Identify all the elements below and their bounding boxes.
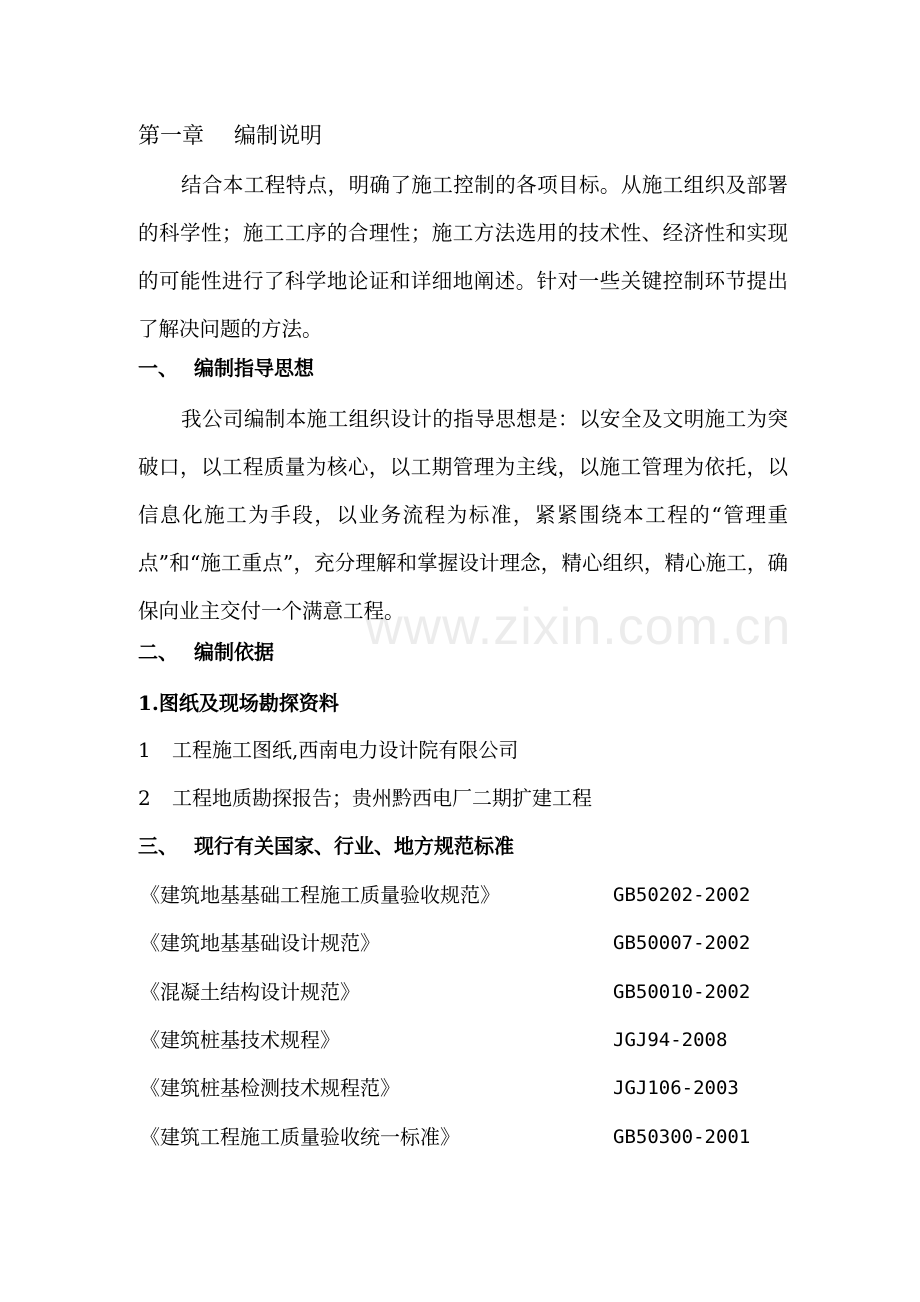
- section-number: 一、: [138, 356, 178, 380]
- standard-name: 《建筑地基基础工程施工质量验收规范》: [140, 883, 500, 907]
- section-number: 三、: [138, 834, 178, 858]
- chapter-title: 编制说明: [234, 124, 323, 149]
- watermark: www.zixin.com.cn: [365, 598, 792, 656]
- standard-row: [140, 1025, 780, 1055]
- section-title: 编制指导思想: [194, 356, 314, 380]
- standard-code: GB50007-2002: [613, 932, 751, 954]
- section-heading-2: [138, 637, 274, 667]
- standard-code: GB50010-2002: [613, 981, 751, 1003]
- section-heading-3: [138, 831, 514, 861]
- standard-name: 《建筑桩基检测技术规程范》: [140, 1076, 400, 1100]
- standard-name: 《混凝土结构设计规范》: [140, 980, 360, 1004]
- list-item: [138, 783, 592, 813]
- standard-row: [140, 1073, 780, 1103]
- standard-name: 《建筑桩基技术规程》: [140, 1028, 340, 1052]
- standard-code: GB50202-2002: [613, 884, 751, 906]
- subsection-heading: 1.图纸及现场勘探资料: [138, 691, 339, 715]
- list-item-number: 2: [138, 786, 151, 810]
- chapter-number: 第一章: [138, 124, 205, 149]
- standard-row: [140, 880, 780, 910]
- section-title: 现行有关国家、行业、地方规范标准: [194, 834, 514, 858]
- standard-row: [140, 977, 780, 1007]
- section-heading-1: [138, 353, 314, 383]
- standard-name: 《建筑工程施工质量验收统一标准》: [140, 1125, 460, 1149]
- standard-name: 《建筑地基基础设计规范》: [140, 931, 380, 955]
- chapter-heading: [138, 121, 322, 153]
- guiding-thought-paragraph: 我公司编制本施工组织设计的指导思想是：以安全及文明施工为突破口，以工程质量为核心，以工期管理为主线，以施工管理为依托，以信息化施工为手段，以业务流程为标准，紧紧围绕本工程的“管理重点”和“施工重点”，充分理解和掌握设计理念，精心组织，精心施工，确保向业主交付一个满意工程。: [138, 407, 788, 623]
- list-item: [138, 735, 518, 765]
- list-item-number: 1: [138, 738, 151, 762]
- section-title: 编制依据: [194, 640, 274, 664]
- intro-paragraph: 结合本工程特点，明确了施工控制的各项目标。从施工组织及部署的科学性；施工工序的合理性；施工方法选用的技术性、经济性和实现的可能性进行了科学地论证和详细地阐述。针对一些关键控制环节提出了解决问题的方法。: [138, 173, 788, 341]
- standard-code: JGJ94-2008: [613, 1029, 728, 1051]
- list-item-text: 工程地质勘探报告；贵州黔西电厂二期扩建工程: [172, 786, 592, 810]
- standard-code: JGJ106-2003: [613, 1077, 739, 1099]
- list-item-text: 工程施工图纸,西南电力设计院有限公司: [172, 738, 519, 762]
- standard-row: [140, 1122, 780, 1152]
- section-number: 二、: [138, 640, 178, 664]
- standard-code: GB50300-2001: [613, 1126, 751, 1148]
- standard-row: [140, 928, 780, 958]
